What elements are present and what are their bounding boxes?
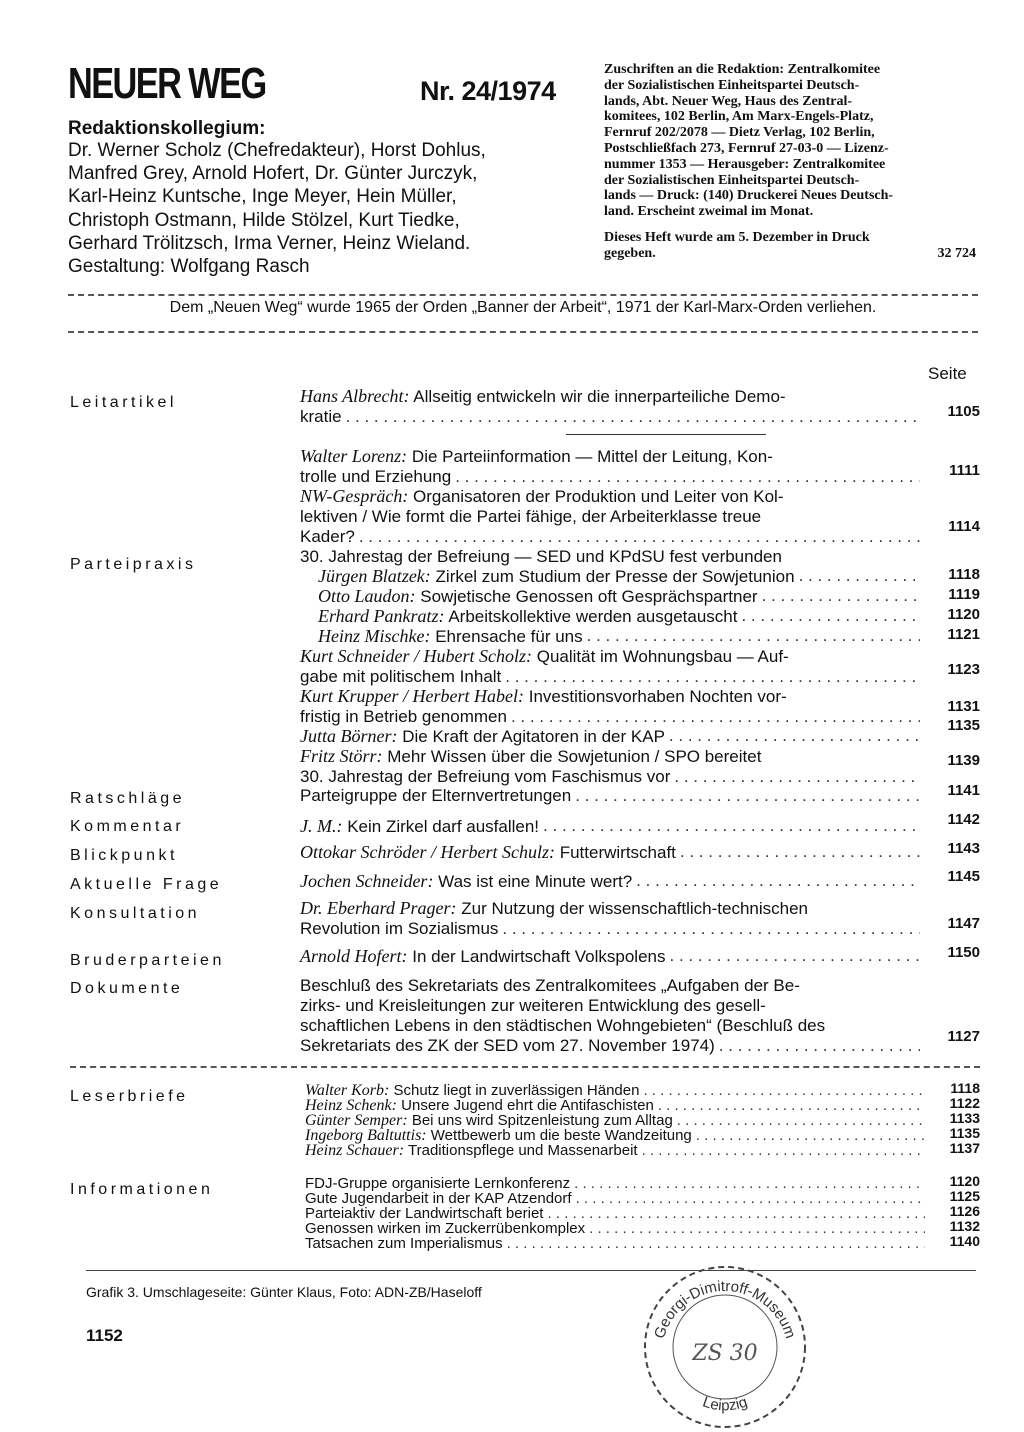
address-line: komitees, 102 Berlin, Am Marx-Engels-Platz, <box>604 109 874 125</box>
stamp-handwriting: ZS 30 <box>692 1341 758 1366</box>
dot-leader <box>680 842 920 863</box>
entry-title: 30. Jahrestag der Befreiung vom Faschismus vor <box>300 767 671 786</box>
entry-page: 1137 <box>949 1140 980 1156</box>
info-list <box>305 1176 925 1251</box>
print-note <box>604 230 976 262</box>
entry-page: 1118 <box>948 566 980 583</box>
editorial-address <box>604 62 976 220</box>
dot-leader <box>575 786 920 806</box>
entry-author: Hans Albrecht: <box>300 386 410 406</box>
entry-author: Kurt Krupper / Herbert Habel: <box>300 686 524 706</box>
entry-title: fristig in Betrieb genommen <box>300 707 507 726</box>
entry-author: Jutta Börner: <box>300 726 398 746</box>
entry-page: 1123 <box>947 661 980 678</box>
dot-leader <box>719 1036 920 1056</box>
toc-entry[interactable] <box>300 786 920 806</box>
entry-title: Mehr Wissen über die Sowjetunion / SPO bereitet <box>387 747 762 766</box>
dot-leader <box>502 919 920 939</box>
entry-page: 1147 <box>947 915 980 932</box>
print-note-line: Dieses Heft wurde am 5. Dezember in Druck <box>604 230 870 245</box>
letter-entry[interactable] <box>305 1143 925 1158</box>
dot-leader <box>677 1113 925 1128</box>
letter-entry[interactable] <box>305 1098 925 1113</box>
entry-title: Sekretariats des ZK der SED vom 27. November 1974) <box>300 1036 715 1055</box>
entry-page: 1139 <box>947 752 980 769</box>
section-bruderparteien: Bruderparteien <box>70 952 225 969</box>
entry-title: Kader? <box>300 527 355 546</box>
entry-author: Heinz Mischke: <box>318 626 431 646</box>
dot-leader <box>576 1191 925 1206</box>
info-pages <box>932 1174 980 1249</box>
address-line: lands — Druck: (140) Druckerei Neues Deutsch- <box>604 188 894 204</box>
entry-page: 1132 <box>949 1218 980 1234</box>
entry-title: Was ist eine Minute wert? <box>438 872 633 891</box>
section-konsultation: Konsultation <box>70 905 201 922</box>
info-entry[interactable] <box>305 1236 925 1251</box>
entry-title: Ehrensache für uns <box>435 627 583 646</box>
section-aktuelle-frage: Aktuelle Frage <box>70 876 223 893</box>
address-line: lands, Abt. Neuer Weg, Haus des Zentral- <box>604 93 853 109</box>
entry-page: 1114 <box>948 518 980 535</box>
info-entry[interactable] <box>305 1191 925 1206</box>
toc-entry[interactable] <box>318 606 920 627</box>
entry-page: 1133 <box>949 1110 980 1126</box>
dot-leader <box>574 1176 925 1191</box>
toc-entry[interactable] <box>300 976 920 1056</box>
dot-leader <box>359 527 920 547</box>
dot-leader <box>455 467 920 487</box>
entry-page: 1140 <box>949 1233 980 1249</box>
editorial-board <box>68 139 588 278</box>
dot-leader <box>674 767 920 787</box>
board-line: Karl-Heinz Kuntsche, Inge Meyer, Hein Müller, <box>68 186 457 208</box>
dot-leader <box>741 606 920 627</box>
stamp-text-top: Georgi-Dimitroff-Museum <box>651 1277 799 1341</box>
entry-title: Zirkel zum Studium der Presse der Sowjetunion <box>435 567 795 586</box>
entry-title: Sowjetische Genossen oft Gesprächspartner <box>420 587 758 606</box>
board-line: Gestaltung: Wolfgang Rasch <box>68 256 310 278</box>
entry-page: 1121 <box>947 626 980 643</box>
entry-author: Walter Lorenz: <box>300 446 408 466</box>
entry-page: 1120 <box>949 1173 980 1189</box>
dot-leader <box>511 707 920 727</box>
letters-pages <box>932 1081 980 1156</box>
masthead-title: NEUER WEG <box>68 59 266 108</box>
entry-title: Organisatoren der Produktion und Leiter von Kol- <box>413 487 784 506</box>
entry-author: Ottokar Schröder / Herbert Schulz: <box>300 842 555 862</box>
section-leitartikel: Leitartikel <box>70 394 177 411</box>
toc-entry[interactable] <box>300 646 920 687</box>
entry-page: 1143 <box>947 840 980 857</box>
board-heading: Redaktionskollegium: <box>68 118 266 139</box>
entry-page: 1150 <box>947 944 980 961</box>
toc-entry[interactable] <box>300 946 920 967</box>
dot-leader <box>543 816 920 837</box>
toc-entry[interactable] <box>300 898 920 939</box>
entry-author: Walter Korb: <box>305 1082 390 1099</box>
entry-title: Futterwirtschaft <box>559 843 676 862</box>
entry-title: lektiven / Wie formt die Partei fähige, der Arbeiterklasse treue <box>300 507 762 526</box>
toc-entry[interactable] <box>300 726 920 747</box>
entry-page: 1135 <box>947 717 980 734</box>
entry-title: gabe mit politischem Inhalt <box>300 667 502 686</box>
dot-leader <box>669 726 920 747</box>
entry-page: 1120 <box>947 606 980 623</box>
entry-author: Heinz Schauer: <box>305 1142 405 1159</box>
address-line: der Sozialistischen Einheitspartei Deutsch- <box>604 77 860 93</box>
section-kommentar: Kommentar <box>70 818 185 835</box>
address-line: Zuschriften an die Redaktion: Zentralkomitee <box>604 62 881 77</box>
image-credit: Grafik 3. Umschlageseite: Günter Klaus, Foto: ADN-ZB/Haseloff <box>86 1284 482 1300</box>
entry-author: Günter Semper: <box>305 1112 408 1129</box>
dot-leader <box>589 1221 925 1236</box>
dot-leader <box>643 1083 925 1098</box>
toc-entry[interactable] <box>300 486 920 547</box>
dot-leader <box>547 1206 925 1221</box>
toc-entry[interactable] <box>318 626 920 647</box>
entry-author: Fritz Störr: <box>300 746 383 766</box>
entry-title: Unsere Jugend ehrt die Antifaschisten <box>401 1097 654 1114</box>
address-line: Fernruf 202/2078 — Dietz Verlag, 102 Berlin, <box>604 125 875 141</box>
entry-title: Die Kraft der Agitatoren in der KAP <box>402 727 665 746</box>
entry-title: Die Parteiinformation — Mittel der Leitung, Kon- <box>411 447 773 466</box>
dot-leader <box>696 1128 925 1143</box>
entry-title: Revolution im Sozialismus <box>300 919 499 938</box>
section-parteipraxis: Parteipraxis <box>70 556 197 573</box>
dot-leader <box>670 946 921 967</box>
info-entry[interactable] <box>305 1176 925 1191</box>
entry-author: Erhard Pankratz: <box>318 606 445 626</box>
entry-title: Bei uns wird Spitzenleistung zum Alltag <box>411 1112 673 1129</box>
toc-entry[interactable] <box>300 446 920 487</box>
letter-entry[interactable] <box>305 1083 925 1098</box>
section-dokumente: Dokumente <box>70 980 184 997</box>
dot-leader <box>642 1143 925 1158</box>
letter-entry[interactable] <box>305 1128 925 1143</box>
entry-title: Allseitig entwickeln wir die innerparteiliche Demo- <box>413 387 786 406</box>
entry-title: Zur Nutzung der wissenschaftlich-technischen <box>461 899 809 918</box>
issue-number: Nr. 24/1974 <box>420 76 556 106</box>
entry-title: schaftlichen Lebens in den städtischen Wohngebieten“ (Beschluß des <box>300 1016 826 1035</box>
entry-author: Jürgen Blatzek: <box>318 566 431 586</box>
award-note: Dem „Neuen Weg“ wurde 1965 der Orden „Banner der Arbeit“, 1971 der Karl-Marx-Orden verliehen. <box>169 299 877 316</box>
board-line: Manfred Grey, Arnold Hofert, Dr. Günter Jurczyk, <box>68 163 478 185</box>
entry-title: 30. Jahrestag der Befreiung — SED und KPdSU fest verbunden <box>300 547 782 566</box>
entry-author: Jochen Schneider: <box>300 871 434 891</box>
entry-page: 1119 <box>948 586 980 603</box>
entry-title: Parteigruppe der Elternvertretungen <box>300 786 572 805</box>
entry-title: Gute Jugendarbeit in der KAP Atzendorf <box>305 1190 572 1207</box>
entry-author: Kurt Schneider / Hubert Scholz: <box>300 646 532 666</box>
entry-page: 1122 <box>949 1095 980 1111</box>
entry-title: FDJ-Gruppe organisierte Lernkonferenz <box>305 1175 571 1192</box>
entry-title: Qualität im Wohnungsbau — Auf- <box>536 647 789 666</box>
entry-author: Dr. Eberhard Prager: <box>300 898 457 918</box>
stamp-text-bottom: Leipzig <box>700 1393 750 1415</box>
print-note-line: gegeben. <box>604 246 656 261</box>
board-line: Christoph Ostmann, Hilde Stölzel, Kurt Tiedke, <box>68 209 460 231</box>
toc-subheading <box>300 547 920 567</box>
toc-entry[interactable] <box>300 746 920 787</box>
entry-page: 1142 <box>947 811 980 828</box>
dot-leader <box>658 1098 925 1113</box>
divider <box>68 294 978 296</box>
entry-title: trolle und Erziehung <box>300 467 452 486</box>
entry-title: Wettbewerb um die beste Wandzeitung <box>430 1127 692 1144</box>
entry-page: 1127 <box>947 1028 980 1045</box>
address-line: der Sozialistischen Einheitspartei Deutsch- <box>604 172 860 188</box>
entry-page: 1131 <box>947 698 980 715</box>
entry-page: 1126 <box>949 1203 980 1219</box>
section-leserbriefe: Leserbriefe <box>70 1088 189 1105</box>
address-line: Postschließfach 273, Fernruf 27-03-0 — Lizenz- <box>604 140 889 156</box>
entry-title: kratie <box>300 407 342 426</box>
entry-page: 1105 <box>947 403 980 420</box>
toc-entry[interactable] <box>300 686 920 727</box>
dot-leader <box>507 1236 925 1251</box>
dot-leader <box>799 566 920 587</box>
entry-title: Parteiaktiv der Landwirtschaft beriet <box>305 1205 544 1222</box>
entry-author: Otto Laudon: <box>318 586 416 606</box>
entry-page: 1111 <box>949 462 980 479</box>
entry-author: NW-Gespräch: <box>300 486 409 506</box>
dot-leader <box>587 626 920 647</box>
toc-entry[interactable] <box>318 566 920 587</box>
entry-author: Ingeborg Baltuttis: <box>305 1127 427 1144</box>
entry-title: Traditionspflege und Massenarbeit <box>408 1142 638 1159</box>
section-blickpunkt: Blickpunkt <box>70 847 178 864</box>
entry-title: Beschluß des Sekretariats des Zentralkomitees „Aufgaben der Be- <box>300 976 800 995</box>
board-line: Gerhard Trölitzsch, Irma Verner, Heinz Wieland. <box>68 232 471 254</box>
order-number: 32 724 <box>937 246 976 261</box>
divider <box>86 1270 976 1271</box>
address-line: nummer 1353 — Herausgeber: Zentralkomitee <box>604 156 886 172</box>
entry-title: In der Landwirtschaft Volkspolens <box>412 947 666 966</box>
entry-title: zirks- und Kreisleitungen zur weiteren Entwicklung des gesell- <box>300 996 766 1015</box>
divider <box>68 331 978 333</box>
dot-leader <box>346 407 920 427</box>
entry-author: J. M.: <box>300 816 343 836</box>
entry-page: 1135 <box>949 1125 980 1141</box>
toc-entry[interactable] <box>318 586 920 607</box>
entry-title: Schutz liegt in zuverlässigen Händen <box>393 1082 640 1099</box>
board-line: Dr. Werner Scholz (Chefredakteur), Horst Dohlus, <box>68 140 486 161</box>
entry-page: 1141 <box>947 782 980 799</box>
dot-leader <box>636 871 920 892</box>
divider <box>566 434 766 435</box>
entry-title: Tatsachen zum Imperialismus <box>305 1235 503 1252</box>
section-ratschlaege: Ratschläge <box>70 790 186 807</box>
toc-entry[interactable] <box>300 386 920 427</box>
toc-entry[interactable] <box>300 842 920 863</box>
entry-author: Heinz Schenk: <box>305 1097 397 1114</box>
entry-author: Arnold Hofert: <box>300 946 408 966</box>
entry-title: Investitionsvorhaben Nochten vor- <box>528 687 787 706</box>
address-line: land. Erscheint zweimal im Monat. <box>604 204 814 220</box>
dot-leader <box>762 586 920 607</box>
divider <box>70 1066 980 1068</box>
toc-entry[interactable] <box>300 871 920 892</box>
section-informationen: Informationen <box>70 1181 214 1198</box>
page-number: 1152 <box>86 1326 123 1345</box>
letter-entry[interactable] <box>305 1113 925 1128</box>
dot-leader <box>505 667 920 687</box>
entry-page: 1145 <box>947 868 980 885</box>
entry-title: Kein Zirkel darf ausfallen! <box>347 817 540 836</box>
toc-entry[interactable] <box>300 816 920 837</box>
page-column-label: Seite <box>928 364 967 383</box>
entry-title: Arbeitskollektive werden ausgetauscht <box>448 607 738 626</box>
info-entry[interactable] <box>305 1206 925 1221</box>
letters-list <box>305 1083 925 1158</box>
library-stamp <box>640 1262 810 1432</box>
entry-page: 1118 <box>950 1080 980 1096</box>
info-entry[interactable] <box>305 1221 925 1236</box>
entry-page: 1125 <box>949 1188 980 1204</box>
entry-title: Genossen wirken im Zuckerrübenkomplex <box>305 1220 586 1237</box>
